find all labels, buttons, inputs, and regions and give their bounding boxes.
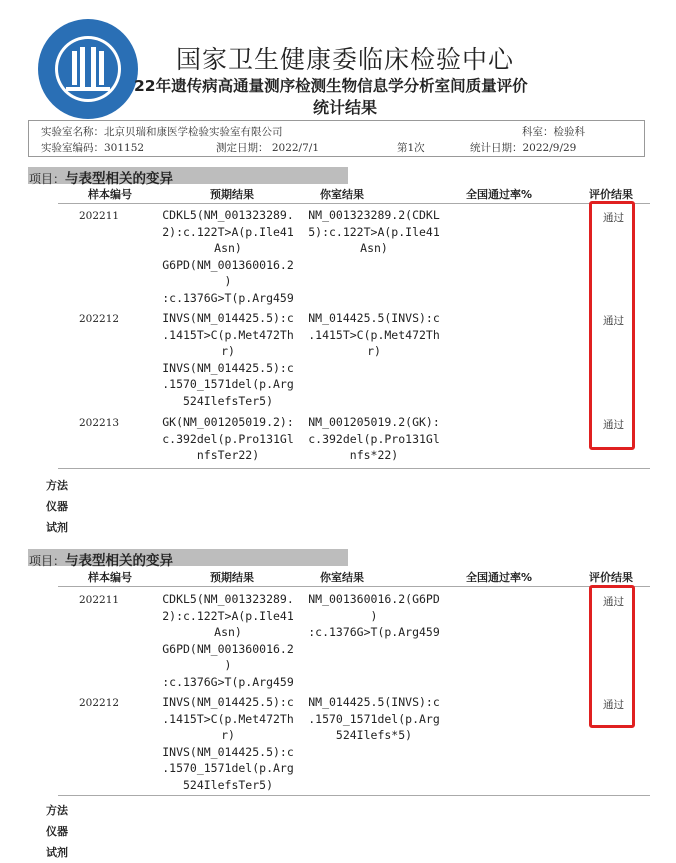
expected-result: CDKL5(NM_001323289. 2):c.122T>A(p.Ile41 Asn) G6PD(NM_001360016.2 ) :c.1376G>T(p.Arg459 [162, 592, 294, 689]
page-title: 国家卫生健康委临床检验中心 [175, 45, 514, 74]
col-yours: 你室结果 [320, 571, 364, 584]
project-title: 项目：与表型相关的变异 [29, 171, 174, 187]
sample-id: 202212 [79, 313, 120, 325]
lab-code: 实验室编码：301152 [41, 142, 145, 154]
instrument-label: 仪器 [46, 825, 68, 838]
your-result: NM_001323289.2(CDKL 5):c.122T>A(p.Ile41 Asn) [308, 208, 440, 255]
col-evaluation: 评价结果 [589, 188, 633, 201]
highlight-box [589, 201, 635, 450]
col-national-rate: 全国通过率% [466, 571, 533, 584]
expected-result: CDKL5(NM_001323289. 2):c.122T>A(p.Ile41 Asn) G6PD(NM_001360016.2 ) :c.1376G>T(p.Arg459 [162, 208, 294, 305]
divider [58, 468, 650, 469]
sample-id: 202211 [79, 594, 120, 606]
divider [58, 795, 650, 796]
expected-result: INVS(NM_014425.5):c .1415T>C(p.Met472Th r) INVS(NM_014425.5):c .1570_1571del(p.Arg 524IlefsTer5) [162, 311, 294, 408]
evaluation-result: 通过 [603, 419, 624, 431]
divider [58, 586, 650, 587]
divider [58, 203, 650, 204]
stat-date: 统计日期：2022/9/29 [470, 142, 577, 154]
sample-id: 202211 [79, 210, 120, 222]
highlight-box [589, 585, 635, 728]
evaluation-result: 通过 [603, 315, 624, 327]
evaluation-result: 通过 [603, 699, 624, 711]
report-subtitle-2: 统计结果 [312, 98, 377, 117]
sample-id: 202213 [79, 417, 120, 429]
reagent-label: 试剂 [46, 521, 68, 534]
reagent-label: 试剂 [46, 846, 68, 859]
col-expected: 预期结果 [210, 188, 254, 201]
test-date: 测定日期： 2022/7/1 [216, 142, 319, 154]
lab-name: 实验室名称：北京贝瑞和康医学检验实验室有限公司 [41, 126, 283, 138]
your-result: NM_014425.5(INVS):c .1415T>C(p.Met472Th r) [308, 311, 440, 358]
your-result: NM_001360016.2(G6PD ) :c.1376G>T(p.Arg459 [308, 592, 440, 639]
col-sample-id: 样本编号 [88, 188, 132, 201]
expected-result: INVS(NM_014425.5):c .1415T>C(p.Met472Th r) INVS(NM_014425.5):c .1570_1571del(p.Arg 524IlefsTer5) [162, 695, 294, 792]
department: 科室：检验科 [522, 126, 585, 138]
your-result: NM_001205019.2(GK): c.392del(p.Pro131Gl nfs*22) [308, 415, 440, 462]
round: 第1次 [397, 142, 425, 154]
method-label: 方法 [46, 479, 68, 492]
report-subtitle: 22年遗传病高通量测序检测生物信息学分析室间质量评价 [134, 77, 528, 95]
instrument-label: 仪器 [46, 500, 68, 513]
col-yours: 你室结果 [320, 188, 364, 201]
col-national-rate: 全国通过率% [466, 188, 533, 201]
sample-id: 202212 [79, 697, 120, 709]
expected-result: GK(NM_001205019.2): c.392del(p.Pro131Gl nfsTer22) [162, 415, 294, 462]
evaluation-result: 通过 [603, 596, 624, 608]
your-result: NM_014425.5(INVS):c .1570_1571del(p.Arg 524Ilefs*5) [308, 695, 440, 742]
project-title: 项目：与表型相关的变异 [29, 553, 174, 569]
col-sample-id: 样本编号 [88, 571, 132, 584]
evaluation-result: 通过 [603, 212, 624, 224]
col-evaluation: 评价结果 [589, 571, 633, 584]
col-expected: 预期结果 [210, 571, 254, 584]
method-label: 方法 [46, 804, 68, 817]
lab-info-box [28, 120, 645, 157]
